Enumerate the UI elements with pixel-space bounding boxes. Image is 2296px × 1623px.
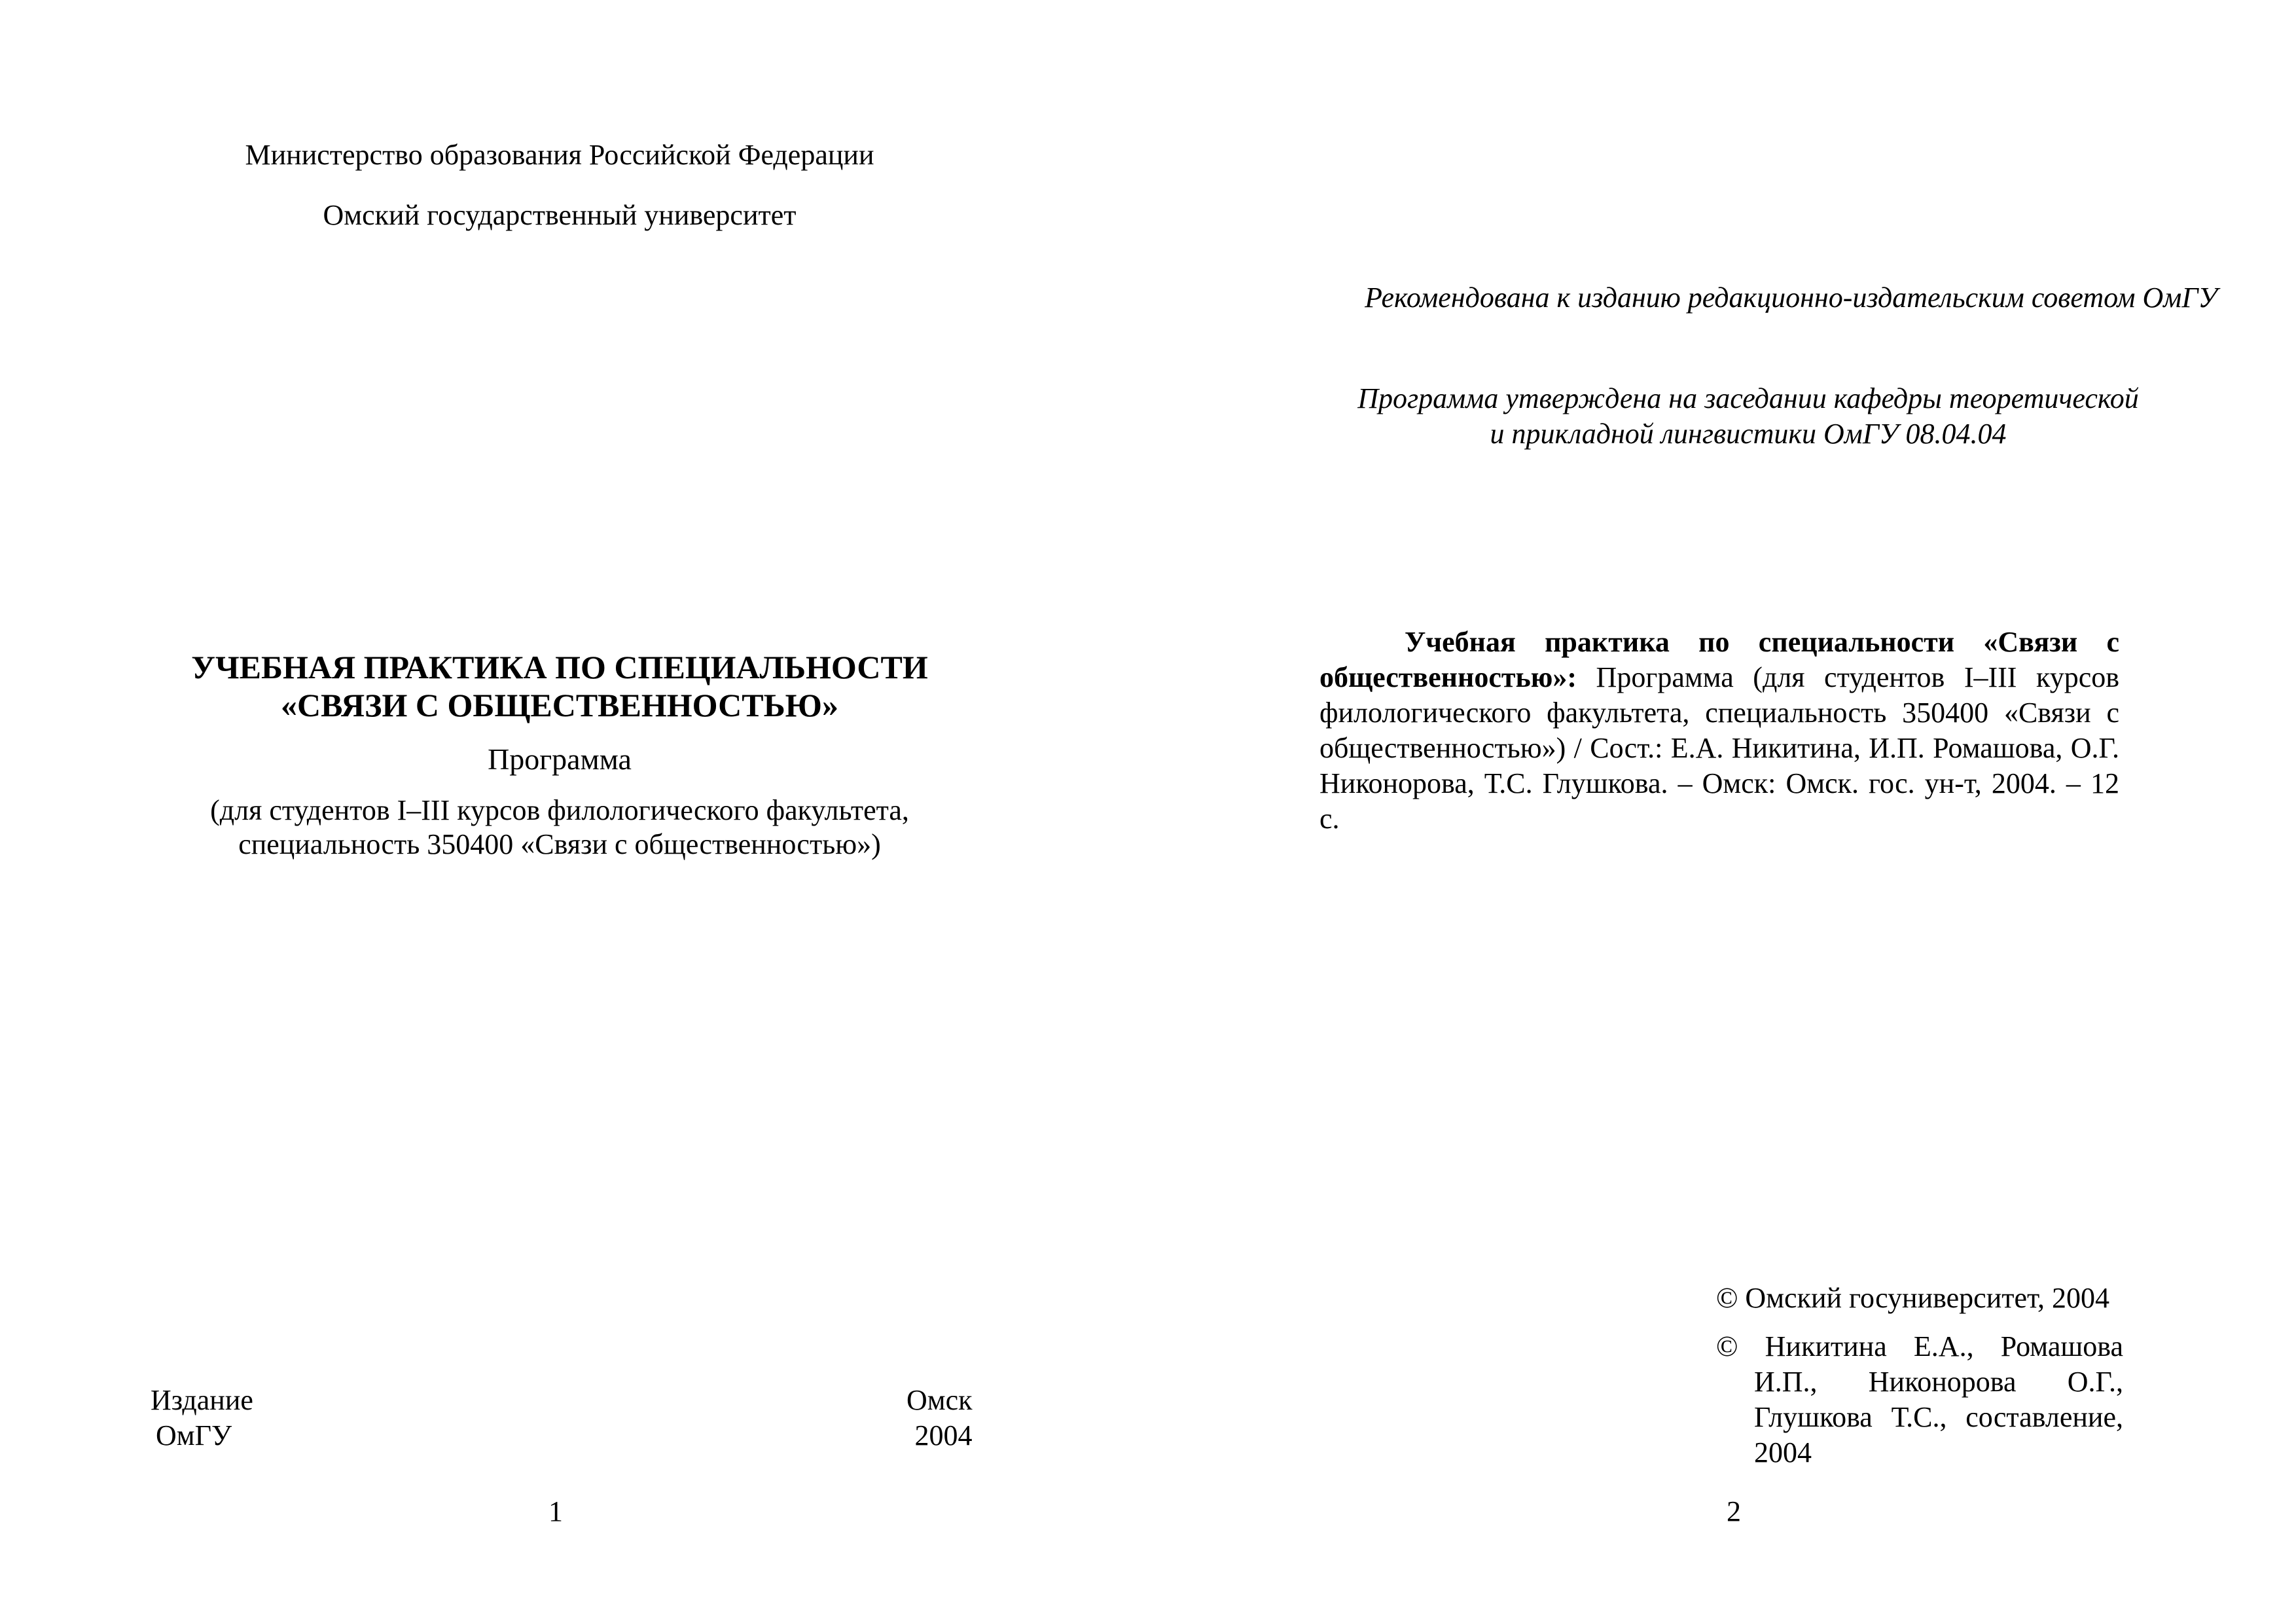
page-number-right: 2 xyxy=(1727,1495,1741,1527)
page-number-left: 1 xyxy=(548,1495,563,1527)
approval-line-2: и прикладной лингвистики ОмГУ 08.04.04 xyxy=(1490,418,2007,450)
copyright-authors: © Никитина Е.А., Ромашова И.П., Никонорова О.Г., Глушкова Т.С., составление, 2004 xyxy=(1716,1330,2123,1468)
publication-city: Омск xyxy=(906,1384,973,1416)
document-subtitle-line-2: специальность 350400 «Связи с общественностью») xyxy=(238,828,881,860)
ministry-name: Министерство образования Российской Федерации xyxy=(245,139,874,171)
recommendation-text: Рекомендована к изданию редакционно-издательским советом ОмГУ xyxy=(1365,282,2217,314)
approval-line-1: Программа утверждена на заседании кафедры теоретической xyxy=(1357,382,2139,414)
document-title-line-1: УЧЕБНАЯ ПРАКТИКА ПО СПЕЦИАЛЬНОСТИ xyxy=(191,649,928,685)
publisher-line-1: Издание xyxy=(151,1384,253,1416)
recommendation-note xyxy=(1148,280,2296,316)
publisher-line-2: ОмГУ xyxy=(156,1419,232,1451)
document-subtitle-line-1: (для студентов I–III курсов филологического факультета, xyxy=(210,794,909,826)
right-page xyxy=(1148,0,2296,1623)
publisher-block xyxy=(151,1383,253,1453)
bibliographic-details: Программа (для студентов I–III курсов филологического факультета, специальность 350400 «Связи с общественностью») / Сост.: Е.А. Никитина, И.П. Ромашова, О.Г. Никонорова, Т.С. Глушкова. – Омск: Омск. гос. ун-т, 2004. – 12 с. xyxy=(1319,661,2119,835)
publication-year: 2004 xyxy=(914,1419,973,1451)
bibliographic-title: Учебная практика по специальности «Связи с общественностью»: xyxy=(1319,626,2119,693)
bibliographic-description xyxy=(1319,625,2119,837)
city-year-block xyxy=(906,1383,973,1453)
copyright-university: © Омский госуниверситет, 2004 xyxy=(1716,1282,2109,1314)
copyright-block xyxy=(1716,1281,2123,1470)
approval-note xyxy=(1148,381,2296,452)
title-block xyxy=(0,648,1119,862)
document-type: Программа xyxy=(488,742,632,776)
document-title-line-2: «СВЯЗИ С ОБЩЕСТВЕННОСТЬЮ» xyxy=(281,687,838,723)
university-name: Омский государственный университет xyxy=(323,199,797,231)
